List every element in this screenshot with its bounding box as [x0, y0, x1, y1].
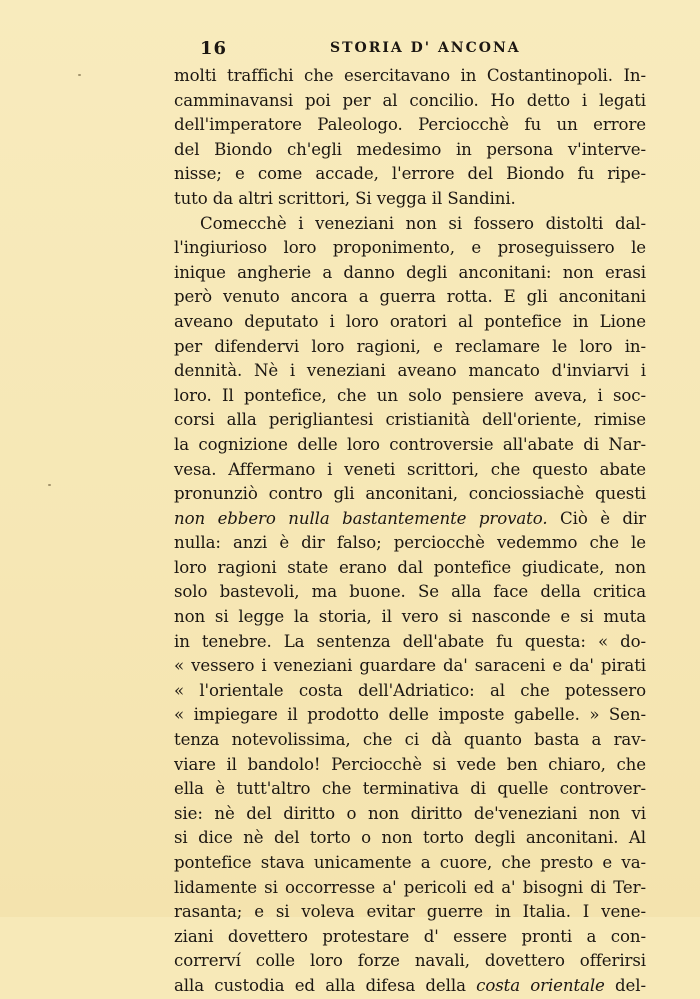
text-run: dell'imperatore Paleologo. Perciocchè fu un errore: [174, 115, 646, 135]
body-text: [174, 64, 646, 999]
paper-speck: [78, 74, 81, 76]
text-run: ella è tutt'altro che terminativa di quelle controver-: [174, 779, 646, 799]
text-run: non si legge la storia, il vero si nasconde e si muta: [174, 607, 646, 627]
text-line: [174, 900, 646, 925]
text-run: del-: [604, 975, 646, 995]
text-run: sie: nè del diritto o non diritto de'veneziani non vi: [174, 803, 646, 823]
text-run: « vessero i veneziani guardare da' saraceni e da' pirati: [174, 656, 646, 676]
running-title: STORIA D' ANCONA: [330, 40, 521, 56]
text-run: inique angherie a danno degli anconitani: non erasi: [174, 262, 646, 282]
text-run: alla custodia ed alla difesa della: [174, 975, 477, 995]
text-run: ziani dovettero protestare d' essere pronti a con-: [174, 926, 646, 946]
text-line: [174, 433, 646, 458]
text-line: [174, 826, 646, 851]
text-run: loro ragioni state erano dal pontefice giudicate, non: [174, 557, 646, 577]
text-line: [174, 753, 646, 778]
text-line: [174, 802, 646, 827]
page-header: [200, 38, 650, 60]
text-run: aveano deputato i loro oratori al pontefice in Lione: [174, 311, 646, 331]
text-line: [174, 728, 646, 753]
text-run: del Biondo ch'egli medesimo in persona v'interve-: [174, 139, 646, 159]
text-line: [174, 187, 646, 212]
text-run: camminavansi poi per al concilio. Ho detto i legati: [174, 90, 646, 110]
text-run: nulla: anzi è dir falso; perciocchè vedemmo che le: [174, 533, 646, 553]
text-run: per difendervi loro ragioni, e reclamare le loro in-: [174, 336, 646, 356]
text-run: lidamente si occorresse a' pericoli ed a' bisogni di Ter-: [174, 877, 646, 897]
text-run: « l'orientale costa dell'Adriatico: al che potessero: [174, 680, 646, 700]
text-line: [174, 974, 646, 999]
text-run: Comecchè i veneziani non si fossero distolti dal-: [200, 213, 646, 233]
text-line: [174, 876, 646, 901]
text-line: [174, 777, 646, 802]
text-run: « impiegare il prodotto delle imposte gabelle. » Sen-: [174, 705, 646, 725]
text-line: [174, 384, 646, 409]
text-run: viare il bandolo! Perciocchè si vede ben chiaro, che: [174, 754, 646, 774]
text-line: [174, 310, 646, 335]
text-line: [174, 212, 646, 237]
text-run: solo bastevoli, ma buone. Se alla face della critica: [174, 582, 646, 602]
text-line: [174, 925, 646, 950]
text-run: però venuto ancora a guerra rotta. E gli anconitani: [174, 287, 646, 307]
text-run: corsi alla perigliantesi cristianità dell'oriente, rimise: [174, 410, 646, 430]
text-run: rasanta; e si voleva evitar guerre in Italia. I vene-: [174, 902, 646, 922]
text-line: [174, 949, 646, 974]
text-line: [174, 335, 646, 360]
page-number: 16: [200, 38, 228, 59]
paper-speck: [48, 484, 51, 486]
text-run: la cognizione delle loro controversie all'abate di Nar-: [174, 434, 646, 454]
text-line: [174, 605, 646, 630]
text-run: si dice nè del torto o non torto degli anconitani. Al: [174, 828, 646, 848]
text-line: [174, 408, 646, 433]
text-line: [174, 138, 646, 163]
italic-text: non ebbero nulla bastantemente provato.: [174, 508, 548, 528]
text-run: loro. Il pontefice, che un solo pensiere aveva, i soc-: [174, 385, 646, 405]
text-run: dennità. Nè i veneziani aveano mancato d'inviarvi i: [174, 361, 646, 381]
italic-text: costa orientale: [476, 975, 605, 995]
text-line: [174, 113, 646, 138]
text-run: pronunziò contro gli anconitani, conciossiachè questi: [174, 484, 646, 504]
text-line: [174, 556, 646, 581]
text-line: [174, 679, 646, 704]
text-run: nisse; e come accade, l'errore del Biondo fu ripe-: [174, 164, 646, 184]
text-line: [174, 580, 646, 605]
text-run: vesa. Affermano i veneti scrittori, che questo abate: [174, 459, 646, 479]
text-line: [174, 261, 646, 286]
text-run: correrví colle loro forze navali, dovettero offerirsi: [174, 951, 646, 971]
text-line: [174, 654, 646, 679]
text-run: molti traffichi che esercitavano in Costantinopoli. In-: [174, 66, 646, 85]
text-line: [174, 703, 646, 728]
text-line: [174, 285, 646, 310]
text-run: pontefice stava unicamente a cuore, che presto e va-: [174, 853, 646, 872]
text-run: Ciò è dir: [547, 508, 646, 528]
text-line: [174, 458, 646, 483]
text-run: in tenebre. La sentenza dell'abate fu questa: « do-: [174, 631, 646, 651]
text-line: [174, 89, 646, 114]
text-line: [174, 851, 646, 876]
text-line: [174, 236, 646, 261]
text-line: [174, 162, 646, 187]
text-line: [174, 482, 646, 507]
text-line: [174, 531, 646, 556]
text-run: tuto da altri scrittori, Si vegga il Sandini.: [174, 188, 516, 208]
text-line: [174, 630, 646, 655]
text-line: [174, 64, 646, 89]
text-run: l'ingiurioso loro proponimento, e proseguissero le: [174, 238, 646, 258]
text-run: tenza notevolissima, che ci dà quanto basta a rav-: [174, 730, 646, 750]
text-line: [174, 507, 646, 532]
text-line: [174, 359, 646, 384]
